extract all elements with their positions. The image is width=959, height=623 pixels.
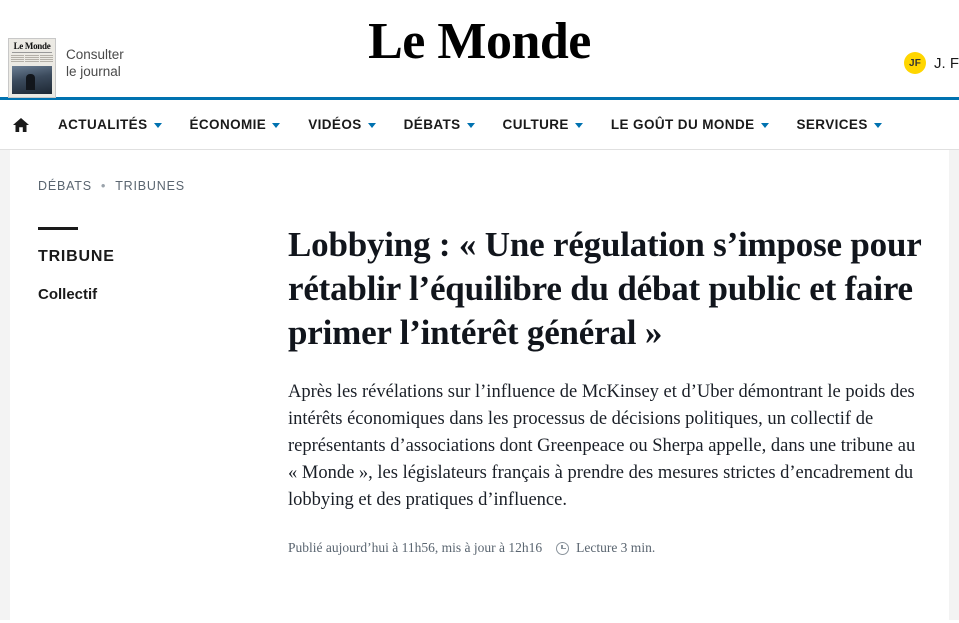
- article-published-date: Publié aujourd’hui à 11h56, mis à jour à 12h16: [288, 540, 543, 555]
- breadcrumb-separator: •: [100, 178, 107, 193]
- nav-item-culture[interactable]: [489, 100, 597, 149]
- journal-thumbnail-title: Le Monde: [13, 41, 51, 51]
- nav-item-actualites[interactable]: [44, 100, 176, 149]
- main-navigation: [0, 100, 959, 150]
- article-info-bar: [288, 540, 921, 556]
- site-logo[interactable]: Le Monde: [368, 13, 591, 70]
- chevron-down-icon: [575, 123, 583, 128]
- chevron-down-icon: [467, 123, 475, 128]
- article-reading-time: [556, 540, 655, 556]
- article-standfirst: Après les révélations sur l’influence de McKinsey et d’Uber démontrant le poids des intérêts économiques dans les processus de décisions politiques, un collectif de représentants d’associations dont Greenpeace ou Sherpa appelle, dans une tribune au « Monde », les législateurs français à prendre des mesures strictes d’encadrement du lobbying et des pratiques d’influence.: [288, 382, 916, 510]
- page-background: [0, 150, 959, 620]
- article-grid: [10, 193, 949, 556]
- breadcrumb: [10, 178, 949, 193]
- nav-item-actualites-label: ACTUALITÉS: [58, 117, 148, 132]
- account-name: J. F: [934, 54, 959, 72]
- consult-journal-label-line2: le journal: [66, 64, 121, 79]
- chevron-down-icon: [874, 123, 882, 128]
- nav-item-economie[interactable]: [176, 100, 295, 149]
- nav-item-debats-label: DÉBATS: [403, 117, 461, 132]
- meta-divider: [38, 227, 78, 230]
- account-area[interactable]: [904, 52, 959, 74]
- nav-item-le-gout-du-monde[interactable]: [597, 100, 783, 149]
- home-icon: [12, 117, 30, 133]
- nav-item-le-gout-du-monde-label: LE GOÛT DU MONDE: [610, 117, 755, 132]
- nav-item-videos-label: VIDÉOS: [308, 117, 362, 132]
- page-title: Lobbying : « Une régulation s’impose pour rétablir l’équilibre du débat public et faire primer l’intérêt général »: [288, 225, 921, 352]
- article-author[interactable]: Collectif: [38, 286, 98, 303]
- chevron-down-icon: [761, 123, 769, 128]
- avatar[interactable]: JF: [904, 52, 926, 74]
- consult-journal-label-line1: Consulter: [66, 47, 124, 62]
- article-container: [10, 150, 949, 620]
- masthead: [0, 0, 959, 100]
- nav-item-home[interactable]: [6, 117, 44, 133]
- clock-icon: [556, 542, 569, 555]
- nav-item-videos[interactable]: [294, 100, 389, 149]
- chevron-down-icon: [272, 123, 280, 128]
- nav-item-economie-label: ÉCONOMIE: [189, 117, 267, 132]
- nav-item-services-label: SERVICES: [796, 117, 868, 132]
- chevron-down-icon: [368, 123, 376, 128]
- article-kicker: TRIBUNE: [38, 248, 115, 265]
- nav-item-debats[interactable]: [390, 100, 489, 149]
- article-reading-time-label: Lecture 3 min.: [576, 540, 656, 555]
- article-body-column: [288, 223, 921, 556]
- chevron-down-icon: [154, 123, 162, 128]
- breadcrumb-item-tribunes[interactable]: TRIBUNES: [115, 178, 185, 193]
- nav-item-culture-label: CULTURE: [502, 117, 569, 132]
- nav-item-services[interactable]: [783, 100, 896, 149]
- breadcrumb-item-debats[interactable]: DÉBATS: [38, 178, 92, 193]
- article-meta-column: [38, 223, 288, 556]
